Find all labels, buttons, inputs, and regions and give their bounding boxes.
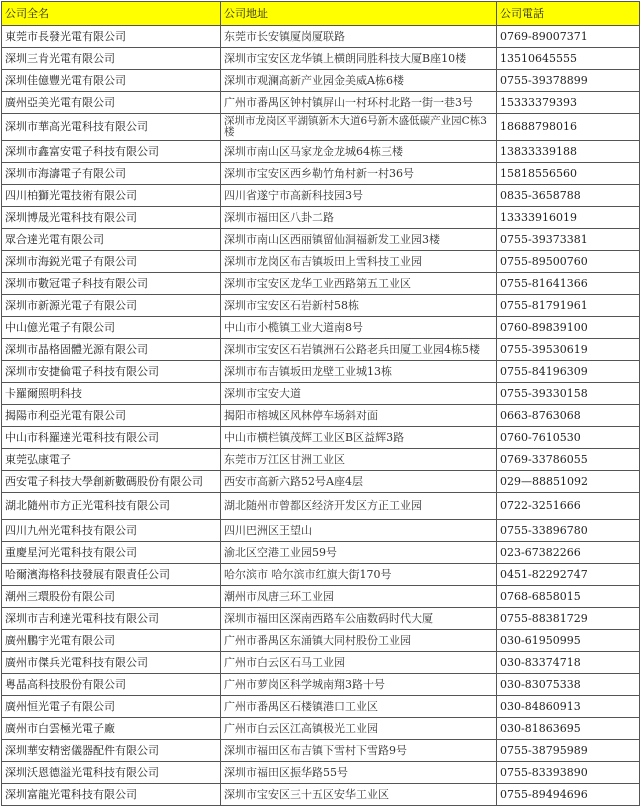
table-row (2, 652, 640, 674)
cell-company-address: 揭阳市榕城区风林停车场斜对面 (221, 405, 497, 427)
table-row (2, 295, 640, 317)
cell-company-address: 湖北随州市曾都区经济开发区方正工业园 (221, 493, 497, 520)
cell-company-address: 深圳市南山区西丽镇留仙洞福新发工业园3楼 (221, 229, 497, 251)
cell-company-name: 深圳市海濤電子有限公司 (2, 163, 221, 185)
cell-company-phone: 0755-84196309 (497, 361, 640, 383)
table-row (2, 229, 640, 251)
cell-company-phone: 13833339188 (497, 141, 640, 163)
cell-company-name: 東莞弘康電子 (2, 449, 221, 471)
cell-company-phone: 0755-39373381 (497, 229, 640, 251)
cell-company-phone: 13510645555 (497, 48, 640, 70)
table-row (2, 564, 640, 586)
cell-company-phone: 0755-39378899 (497, 70, 640, 92)
table-row (2, 273, 640, 295)
table-row (2, 317, 640, 339)
cell-company-phone: 029—88851092 (497, 471, 640, 493)
cell-company-name: 卡羅爾照明科技 (2, 383, 221, 405)
cell-company-address: 广州市番禺区东涌镇大同村股份工业园 (221, 630, 497, 652)
cell-company-name: 深圳市晶格固體光源有限公司 (2, 339, 221, 361)
table-row (2, 427, 640, 449)
table-row (2, 70, 640, 92)
table-row (2, 26, 640, 48)
cell-company-phone: 0755-89494696 (497, 784, 640, 806)
cell-company-name: 中山億光電子有限公司 (2, 317, 221, 339)
cell-company-name: 東莞市長發光電有限公司 (2, 26, 221, 48)
header-company-phone: 公司電話 (497, 2, 640, 26)
cell-company-phone: 0722-3251666 (497, 493, 640, 520)
table-row (2, 520, 640, 542)
cell-company-address: 深圳市宝安区龙华镇上横朗同胜科技大厦B座10楼 (221, 48, 497, 70)
table-row (2, 92, 640, 114)
cell-company-phone: 0835-3658788 (497, 185, 640, 207)
cell-company-address: 深圳市宝安区三十五区安华工业区 (221, 784, 497, 806)
table-row (2, 542, 640, 564)
cell-company-phone: 0451-82292747 (497, 564, 640, 586)
table-row (2, 185, 640, 207)
cell-company-address: 深圳市龙岗区布吉镇坂田上雪科技工业园 (221, 251, 497, 273)
cell-company-phone: 15333379393 (497, 92, 640, 114)
cell-company-name: 粵晶高科技股份有限公司 (2, 674, 221, 696)
cell-company-address: 渝北区空港工业园59号 (221, 542, 497, 564)
table-row (2, 674, 640, 696)
cell-company-phone: 15818556560 (497, 163, 640, 185)
cell-company-address: 四川省遂宁市高新科技园3号 (221, 185, 497, 207)
table-row (2, 471, 640, 493)
cell-company-phone: 0755-39530619 (497, 339, 640, 361)
cell-company-address: 深圳市福田区八卦二路 (221, 207, 497, 229)
header-row (2, 2, 640, 26)
cell-company-name: 廣州市白雲極光電子廠 (2, 718, 221, 740)
cell-company-address: 深圳市宝安大道 (221, 383, 497, 405)
cell-company-phone: 0663-8763068 (497, 405, 640, 427)
table-row (2, 405, 640, 427)
cell-company-phone: 0755-81641366 (497, 273, 640, 295)
cell-company-address: 深圳市宝安区石岩镇洲石公路老兵田厦工业园4栋5楼 (221, 339, 497, 361)
cell-company-phone: 18688798016 (497, 114, 640, 141)
cell-company-phone: 0769-89007371 (497, 26, 640, 48)
cell-company-address: 深圳市南山区马家龙金龙城64栋三楼 (221, 141, 497, 163)
cell-company-address: 东莞市长安镇厦岗厦联路 (221, 26, 497, 48)
cell-company-name: 哈爾濱海格科技發展有限責任公司 (2, 564, 221, 586)
cell-company-phone: 0755-83393890 (497, 762, 640, 784)
cell-company-address: 西安市高新六路52号A座4层 (221, 471, 497, 493)
cell-company-address: 广州市番禺区石楼镇港口工业区 (221, 696, 497, 718)
table-row (2, 48, 640, 70)
cell-company-name: 深圳市鑫富安電子科技有限公司 (2, 141, 221, 163)
cell-company-name: 深圳博晟光電科技有限公司 (2, 207, 221, 229)
cell-company-name: 深圳富龍光電科技有限公司 (2, 784, 221, 806)
cell-company-name: 廣州亞美光電有限公司 (2, 92, 221, 114)
cell-company-address: 深圳市布吉镇坂田龙壁工业城13栋 (221, 361, 497, 383)
table-row (2, 740, 640, 762)
table-row (2, 383, 640, 405)
cell-company-address: 深圳市福田区振华路55号 (221, 762, 497, 784)
cell-company-name: 西安電子科技大學創新數碼股份有限公司 (2, 471, 221, 493)
cell-company-name: 廣州市傑兵光電科技有限公司 (2, 652, 221, 674)
cell-company-name: 中山市科羅達光電科技有限公司 (2, 427, 221, 449)
cell-company-address: 广州市白云区石马工业园 (221, 652, 497, 674)
cell-company-address: 深圳市福田区深南西路车公庙数码时代大厦 (221, 608, 497, 630)
cell-company-address: 深圳市宝安区龙华工业西路第五工业区 (221, 273, 497, 295)
cell-company-name: 深圳市海鋭光電子有限公司 (2, 251, 221, 273)
table-row (2, 784, 640, 806)
cell-company-name: 深圳市安捷倫電子科技有限公司 (2, 361, 221, 383)
cell-company-address: 深圳市福田区布吉镇下雪村下雪路9号 (221, 740, 497, 762)
cell-company-name: 深圳三肯光電有限公司 (2, 48, 221, 70)
cell-company-phone: 0755-39330158 (497, 383, 640, 405)
cell-company-address: 广州市萝岗区科学城南翔3路十号 (221, 674, 497, 696)
cell-company-name: 重慶星河光電科技有限公司 (2, 542, 221, 564)
cell-company-address: 深圳市龙岗区平湖镇新木大道6号新木盛低碳产业园C栋3楼 (221, 114, 497, 141)
table-row (2, 207, 640, 229)
table-row (2, 163, 640, 185)
cell-company-name: 廣州恒光電子有限公司 (2, 696, 221, 718)
cell-company-name: 深圳沃恩德溢光電科技有限公司 (2, 762, 221, 784)
table-row (2, 608, 640, 630)
cell-company-phone: 023-67382266 (497, 542, 640, 564)
header-company-name: 公司全名 (2, 2, 221, 26)
cell-company-phone: 0755-33896780 (497, 520, 640, 542)
table-row (2, 718, 640, 740)
table-row (2, 493, 640, 520)
cell-company-address: 广州市白云区江高镇极光工业园 (221, 718, 497, 740)
cell-company-name: 深圳市吉利達光電科技有限公司 (2, 608, 221, 630)
cell-company-name: 深圳市華高光電科技有限公司 (2, 114, 221, 141)
cell-company-phone: 0769-33786055 (497, 449, 640, 471)
cell-company-name: 四川九州光電科技有限公司 (2, 520, 221, 542)
cell-company-phone: 0755-38795989 (497, 740, 640, 762)
table-row (2, 141, 640, 163)
cell-company-address: 东莞市万江区甘洲工业区 (221, 449, 497, 471)
cell-company-address: 广州市番禺区钟村镇屏山一村环村北路一街一巷3号 (221, 92, 497, 114)
cell-company-phone: 0760-7610530 (497, 427, 640, 449)
cell-company-name: 深圳佳億豐光電有限公司 (2, 70, 221, 92)
cell-company-phone: 13333916019 (497, 207, 640, 229)
header-company-address: 公司地址 (221, 2, 497, 26)
cell-company-phone: 0768-6858015 (497, 586, 640, 608)
cell-company-name: 深圳市數冠電子科技有限公司 (2, 273, 221, 295)
cell-company-phone: 030-81863695 (497, 718, 640, 740)
company-table (1, 1, 640, 806)
cell-company-phone: 030-83075338 (497, 674, 640, 696)
cell-company-address: 深圳市观澜高新产业园金美威A栋6楼 (221, 70, 497, 92)
cell-company-name: 潮州三環股份有限公司 (2, 586, 221, 608)
table-row (2, 339, 640, 361)
table-row (2, 696, 640, 718)
table-row (2, 762, 640, 784)
cell-company-phone: 030-61950995 (497, 630, 640, 652)
cell-company-address: 深圳市宝安区石岩新村58栋 (221, 295, 497, 317)
table-row (2, 586, 640, 608)
cell-company-address: 中山市横栏镇茂辉工业区B区益辉3路 (221, 427, 497, 449)
cell-company-address: 哈尔滨市 哈尔滨市红旗大街170号 (221, 564, 497, 586)
cell-company-name: 湖北隨州市方正光電科技有限公司 (2, 493, 221, 520)
cell-company-phone: 0755-81791961 (497, 295, 640, 317)
cell-company-address: 中山市小榄镇工业大道南8号 (221, 317, 497, 339)
cell-company-address: 深圳市宝安区西乡勒竹角村新一村36号 (221, 163, 497, 185)
cell-company-phone: 030-83374718 (497, 652, 640, 674)
cell-company-name: 深圳市新源光電子有限公司 (2, 295, 221, 317)
cell-company-name: 深圳華安精密儀器配件有限公司 (2, 740, 221, 762)
cell-company-phone: 030-84860913 (497, 696, 640, 718)
cell-company-phone: 0755-89500760 (497, 251, 640, 273)
cell-company-address: 潮州市凤唐三环工业园 (221, 586, 497, 608)
cell-company-name: 眾合達光電有限公司 (2, 229, 221, 251)
cell-company-name: 揭陽市利亞光電有限公司 (2, 405, 221, 427)
table-row (2, 449, 640, 471)
table-row (2, 251, 640, 273)
cell-company-name: 廣州鵬宇光電有限公司 (2, 630, 221, 652)
cell-company-name: 四川柏獅光電技術有限公司 (2, 185, 221, 207)
table-row (2, 630, 640, 652)
table-row (2, 114, 640, 141)
cell-company-phone: 0760-89839100 (497, 317, 640, 339)
table-row (2, 361, 640, 383)
cell-company-phone: 0755-88381729 (497, 608, 640, 630)
cell-company-address: 四川巴洲区王望山 (221, 520, 497, 542)
